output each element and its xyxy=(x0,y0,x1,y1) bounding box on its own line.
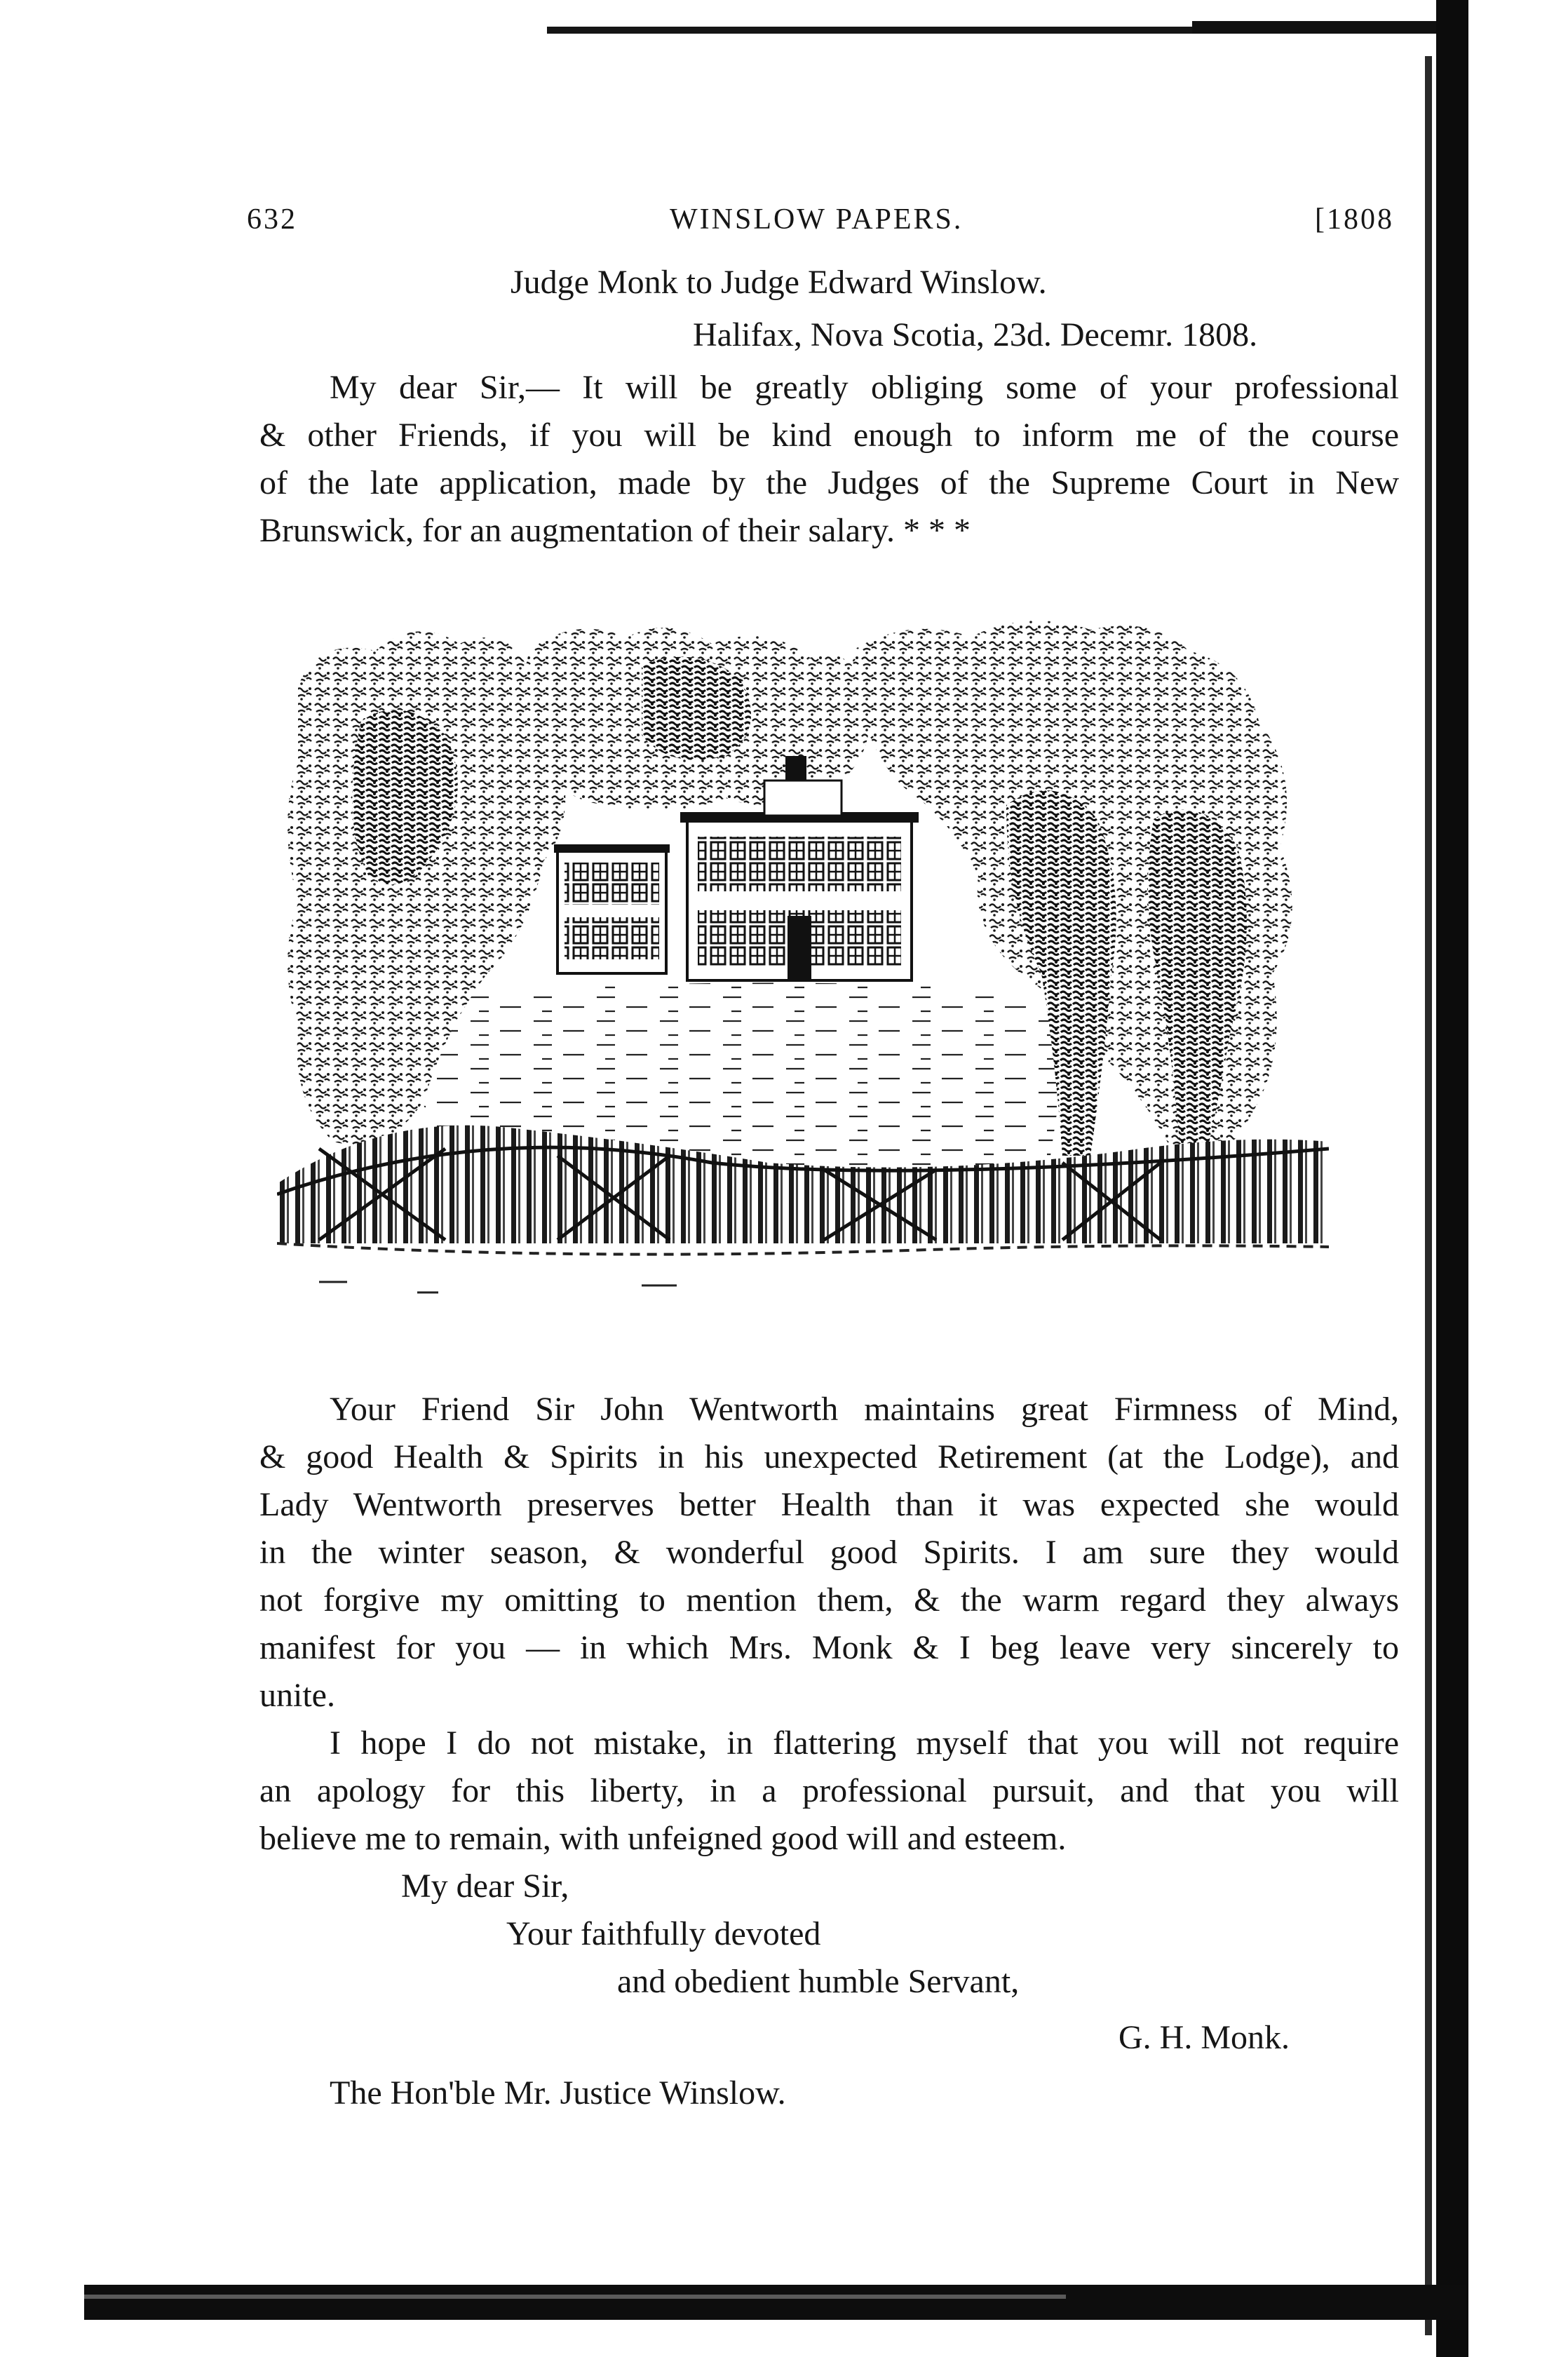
running-year: [1808 xyxy=(1315,203,1394,236)
body-line: & good Health & Spirits in his unexpected Retirement (at the Lodge), and xyxy=(259,1438,1399,1475)
body-line: manifest for you — in which Mrs. Monk & I beg leave very sincerely to xyxy=(259,1629,1399,1666)
closing-line: Your faithfully devoted xyxy=(506,1915,821,1952)
body-line: unite. xyxy=(259,1677,335,1714)
signature: G. H. Monk. xyxy=(1118,2019,1290,2056)
engraving-house-among-trees-icon xyxy=(277,609,1329,1313)
letter-line: of the late application, made by the Judges of the Supreme Court in New xyxy=(259,464,1399,501)
scan-border-bottom xyxy=(84,2285,1466,2320)
letter-line: Brunswick, for an augmentation of their salary. * * * xyxy=(259,512,971,549)
scan-border-bottom-streak xyxy=(84,2295,1066,2299)
body-line: an apology for this liberty, in a professional pursuit, and that you will xyxy=(259,1772,1399,1809)
closing-salutation: My dear Sir, xyxy=(401,1868,569,1905)
page-number: 632 xyxy=(247,203,297,236)
letter-line: & other Friends, if you will be kind enough to inform me of the course xyxy=(259,417,1399,454)
letter-heading: Judge Monk to Judge Edward Winslow. xyxy=(511,264,1047,301)
running-title: WINSLOW PAPERS. xyxy=(670,203,964,236)
body-line: believe me to remain, with unfeigned good will and esteem. xyxy=(259,1820,1067,1857)
body-line: Lady Wentworth preserves better Health than it was expected she would xyxy=(259,1486,1399,1523)
scan-border-right xyxy=(1436,0,1468,2357)
letter-dateline: Halifax, Nova Scotia, 23d. Decemr. 1808. xyxy=(693,316,1258,353)
scan-border-top-thick xyxy=(1192,21,1452,34)
addressee: The Hon'ble Mr. Justice Winslow. xyxy=(330,2074,786,2112)
letter-line: My dear Sir,— It will be greatly obliging some of your professional xyxy=(330,369,1399,406)
body-line: not forgive my omitting to mention them, & the warm regard they always xyxy=(259,1581,1399,1619)
body-line: Your Friend Sir John Wentworth maintains great Firmness of Mind, xyxy=(330,1391,1399,1428)
body-line: in the winter season, & wonderful good Spirits. I am sure they would xyxy=(259,1534,1399,1571)
scan-border-right-inner xyxy=(1425,56,1432,2335)
body-line: I hope I do not mistake, in flattering myself that you will not require xyxy=(330,1724,1399,1762)
closing-line: and obedient humble Servant, xyxy=(617,1963,1020,2000)
